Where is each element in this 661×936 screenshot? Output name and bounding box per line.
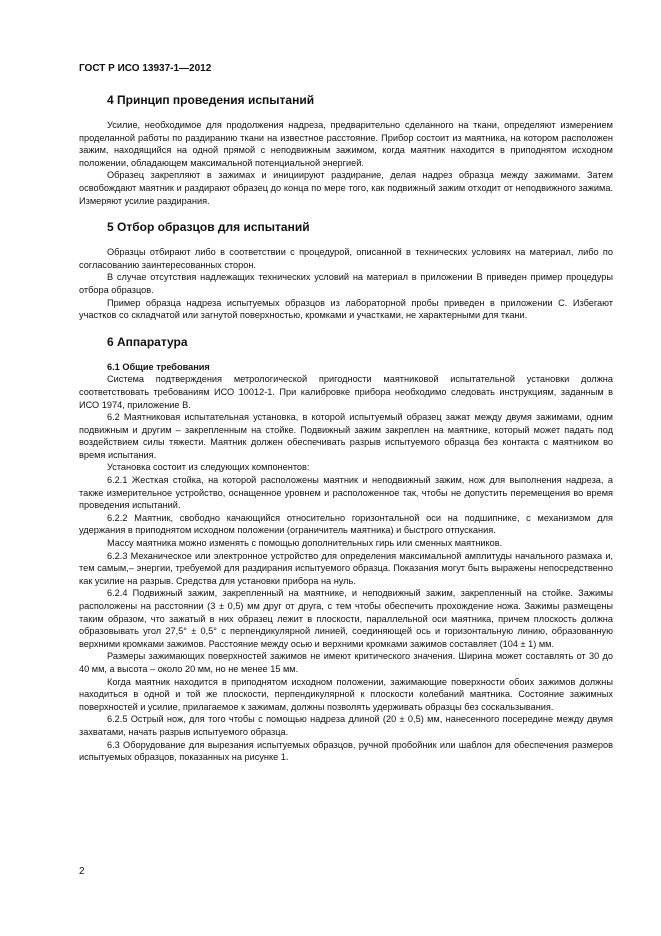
subsection-6-1-heading: 6.1 Общие требования: [107, 361, 210, 372]
paragraph: 6.2.1 Жесткая стойка, на которой расположены маятник и неподвижный зажим, нож для выполнения надреза, а также измерительное устройство, оснащенное уровнем и расположенное так, чтобы не допустить перемещения во время проведения испытаний.: [79, 475, 613, 511]
paragraph: 6.3 Оборудование для вырезания испытуемых образцов, ручной пробойник или шаблон для обеспечения размеров испытуемых образцов, показанных на рисунке 1.: [79, 739, 613, 763]
paragraph: Образцы отбирают либо в соответствии с процедурой, описанной в технических условиях на материал, либо по согласованию заинтересованных сторон.: [79, 247, 613, 270]
paragraph: Пример образца надреза испытуемых образцов из лабораторной пробы приведен в приложении С. Избегают участков со складчатой или загнутой поверхностью, кромками и участками, не характерными для ткани.: [79, 297, 613, 321]
section-4-heading: 4 Принцип проведения испытаний: [107, 93, 315, 107]
paragraph: 6.2 Маятниковая испытательная установка, в которой испытуемый образец зажат между двумя зажимами, одним подвижным и другим – закрепленным на стойке. Подвижный зажим закреплен на маятнике, который может падать под воздействием силы тяжести. Маятник должен обеспечивать разрыв испытуемого образца без контакта с маятником во время испытания.: [79, 412, 613, 460]
paragraph: Массу маятника можно изменять с помощью дополнительных гирь или сменных маятников.: [107, 538, 503, 549]
paragraph: Размеры зажимающих поверхностей зажимов не имеют критического значения. Ширина может составлять от 30 до 40 мм, а высота – около 20 мм, но не менее 15 мм.: [79, 651, 613, 674]
paragraph: Усилие, необходимое для продолжения надреза, предварительно сделанного на ткани, определяют измерением проделанной работы по раздиранию ткани на известное расстояние. Прибор состоит из маятника, на котором расположен зажим, находящийся на одной прямой с неподвижным зажимом, когда маятник находится в приподнятом исходном положении, обладающем максимальной потенциальной энергией.: [79, 120, 613, 168]
paragraph: 6.2.2 Маятник, свободно качающийся относительно горизонтальной оси на подшипнике, с механизмом для удержания в приподнятом исходном положении (ограничитель маятника) и быстрого отпускания.: [79, 512, 613, 536]
paragraph: 6.2.3 Механическое или электронное устройство для определения максимальной амплитуды начального размаха и, тем самым,– энергии, требуемой для раздирания испытуемого образца. Показания могут быть выражены непосредственно как усилие на разрыв. Средства для установки прибора на нуль.: [79, 550, 613, 586]
document-code: ГОСТ Р ИСО 13937-1—2012: [79, 63, 212, 74]
section-5-heading: 5 Отбор образцов для испытаний: [107, 220, 310, 235]
paragraph: Образец закрепляют в зажимах и инициируют раздирание, делая надрез образца между зажимами. Затем освобождают маятник и раздирают образец до конца по мере того, как подвижный зажим отходит от неподвижного зажима. Измеряют усилие раздирания.: [79, 170, 613, 206]
paragraph: Установка состоит из следующих компонентов:: [107, 462, 310, 473]
page-number: 2: [79, 866, 85, 877]
paragraph: 6.2.4 Подвижный зажим, закрепленный на маятнике, и неподвижный зажим, закрепленный на стойке. Зажимы расположены на расстоянии (3 ± 0,5) мм друг от друга, с тем чтобы обеспечить прохождение ножа. Зажимы размещены таким образом, что зажатый в них образец лежит в плоскости, параллельной оси маятника, причем плоскость должна образовывать угол 27,5° ± 0,5° с перпендикулярной линией, соединяющей ось и горизонтальную линию, образованную верхними кромками зажимов. Расстояние между осью и верхними кромками зажимов составляет (104 ± 1) мм.: [79, 588, 613, 649]
paragraph: 6.2.5 Острый нож, для того чтобы с помощью надреза длиной (20 ± 0,5) мм, нанесенного посередине между двумя захватами, начать разрыв испытуемого образца.: [79, 714, 613, 737]
section-6-heading: 6 Аппаратура: [107, 334, 188, 349]
page-content: [79, 88, 613, 764]
paragraph: Когда маятник находится в приподнятом исходном положении, зажимающие поверхности обоих зажимов должны находиться в одной и той же плоскости, перпендикулярной к плоскости колебаний маятника. Состояние зажимных поверхностей и усилие, прилагаемое к зажимам, должны позволять удерживать образцы без соскальзывания.: [79, 676, 613, 712]
paragraph: Система подтверждения метрологической пригодности маятниковой испытательной установки должна соответствовать требованиям ИСО 10012-1. При калибровке прибора необходимо следовать инструкциям, заданным в ИСО 1974, приложение В.: [79, 374, 613, 410]
paragraph: В случае отсутствия надлежащих технических условий на материал в приложении В приведен пример процедуры отбора образцов.: [79, 272, 613, 295]
